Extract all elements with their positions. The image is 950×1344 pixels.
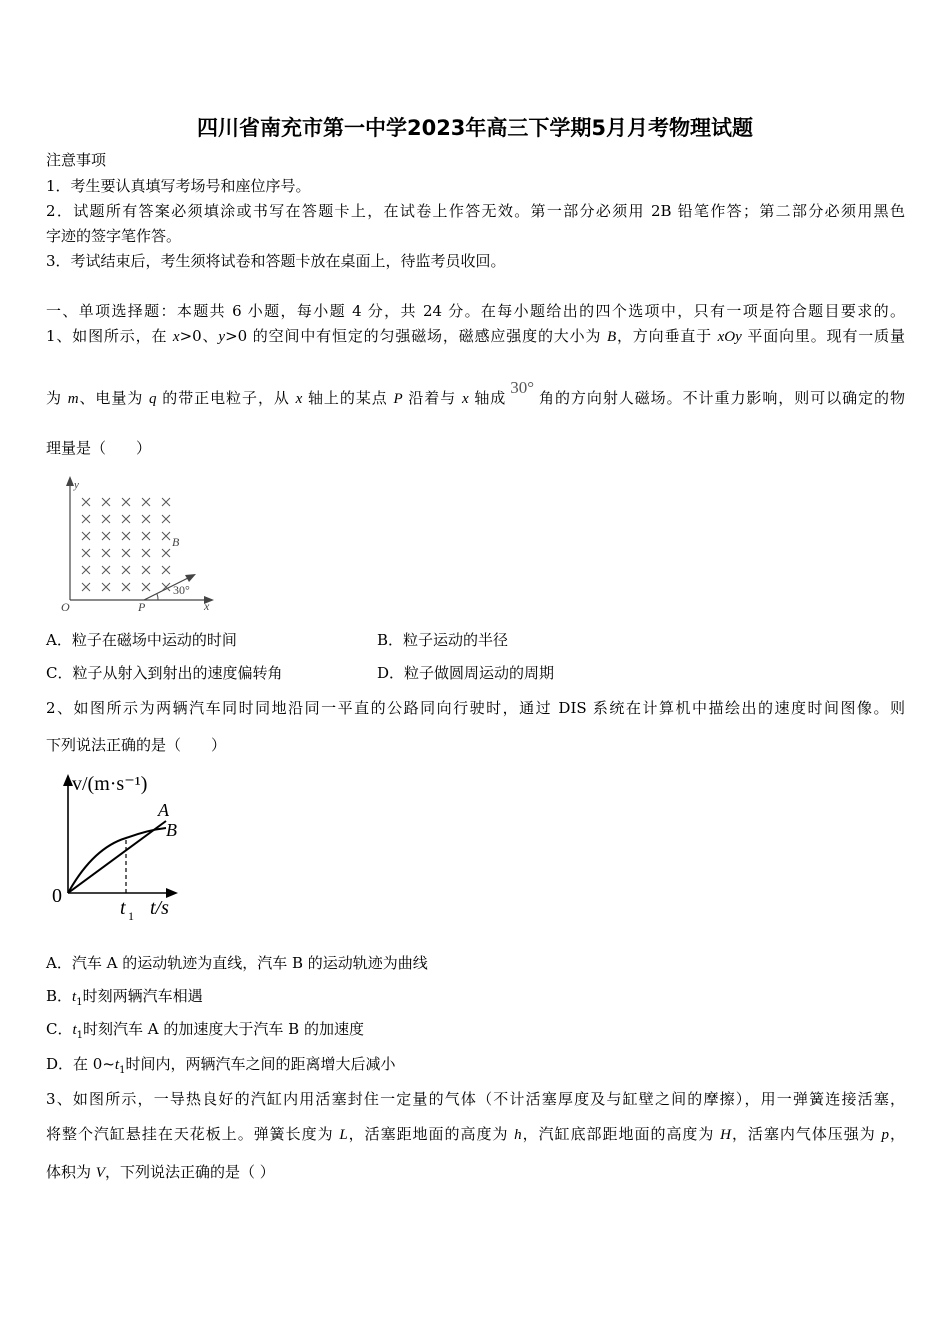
t1-label: t [120,897,126,919]
q1-option-a: A．粒子在磁场中运动的时间 [46,631,237,649]
field-cross-mark [142,549,150,557]
field-cross-mark [162,532,170,540]
field-cross-mark [102,549,110,557]
x-axis-label: x [204,599,210,613]
field-cross-mark [122,549,130,557]
field-cross-mark [82,566,90,574]
field-cross-mark [102,498,110,506]
field-cross-mark [142,498,150,506]
point-p-label: P [138,600,146,614]
angle-label: 30° [173,583,190,597]
q3-stem-line: 将整个汽缸悬挂在天花板上。弹簧长度为 L，活塞距地面的高度为 h，汽缸底部距地面的高度为 H，活塞内气体压强为 p， [46,1125,905,1143]
field-cross-mark [102,515,110,523]
q1-stem-line: 1、如图所示，在 x>0、y>0 的空间中有恒定的匀强磁场，磁感应强度的大小为 B，方向垂直于 xOy 平面向里。现有一质量 [46,327,905,345]
field-cross-mark [122,498,130,506]
y-axis-label: v/(m·s⁻¹) [72,773,148,795]
page-title: 四川省南充市第一中学2023年高三下学期5月月考物理试题 [196,116,754,140]
angle-formula: 30° [510,378,535,397]
field-cross-mark [162,498,170,506]
x-axis-label: t/s [150,897,169,919]
field-b-label: B [172,535,180,549]
q2-stem-line: 下列说法正确的是（ ） [46,736,227,754]
notice-item: 3．考试结束后，考生须将试卷和答题卡放在桌面上，待监考员收回。 [46,252,506,270]
field-cross-mark [82,498,90,506]
line-a [68,821,166,893]
field-cross-mark [162,566,170,574]
q2-option-d: D．在 $0\sim t_1$时间内，两辆汽车之间的距离增大后减小 [46,1055,396,1076]
origin-label: 0 [52,885,62,907]
field-cross-mark [142,515,150,523]
q1-magnetic-field-figure [58,474,218,614]
notice-item: 2．试题所有答案必须填涂或书写在答题卡上，在试卷上作答无效。第一部分必须用 2B 铅笔作答；第二部分必须用黑色 [46,202,905,220]
q1-stem-line: 为 m、电量为 q 的带正电粒子，从 x 轴上的某点 P 沿着与 x 轴成30°角的方向射人磁场。不计重力影响，则可以确定的物 [46,378,905,407]
field-cross-mark [82,515,90,523]
field-cross-mark [142,532,150,540]
field-cross-mark [82,532,90,540]
q1-option-c: C．粒子从射入到射出的速度偏转角 [46,664,283,682]
field-cross-mark [122,515,130,523]
field-cross-mark [142,583,150,591]
q2-option-b: B．$t_1$时刻两辆汽车相遇 [46,987,203,1008]
t1-subscript: 1 [128,909,134,923]
field-cross-mark [162,549,170,557]
notice-item: 1．考生要认真填写考场号和座位序号。 [46,177,311,195]
notice-heading: 注意事项 [46,151,107,169]
field-cross-mark [122,532,130,540]
q2-option-c: C．$t_1$时刻汽车 A 的加速度大于汽车 B 的加速度 [46,1020,364,1041]
field-cross-mark [142,566,150,574]
q1-option-d: D．粒子做圆周运动的周期 [377,664,555,682]
field-cross-mark [82,583,90,591]
field-cross-mark [122,583,130,591]
section-heading: 一、单项选择题：本题共 6 小题，每小题 4 分，共 24 分。在每小题给出的四个选项中，只有一项是符合题目要求的。 [46,302,905,320]
field-cross-mark [122,566,130,574]
q2-option-a: A．汽车 A 的运动轨迹为直线，汽车 B 的运动轨迹为曲线 [46,954,428,972]
q3-stem-line: 体积为 V，下列说法正确的是（ ） [46,1163,275,1181]
q1-option-b: B．粒子运动的半径 [377,631,509,649]
notice-item: 字迹的签字笔作答。 [46,227,182,245]
q2-stem-line: 2、如图所示为两辆汽车同时同地沿同一平直的公路同向行驶时，通过 DIS 系统在计算机中描绘出的速度时间图像。则 [46,699,905,717]
label-a: A [158,800,169,820]
q3-stem-line: 3、如图所示，一导热良好的汽缸内用活塞封住一定量的气体（不计活塞厚度及与缸壁之间的摩擦），用一弹簧连接活塞， [46,1090,905,1108]
field-cross-mark [82,549,90,557]
label-b: B [166,820,177,840]
field-cross-mark [162,515,170,523]
field-cross-mark [102,566,110,574]
field-cross-mark [102,532,110,540]
q1-stem-line: 理量是（ ） [46,439,152,457]
origin-label: O [61,600,70,614]
y-axis-label: y [74,479,79,491]
q2-velocity-time-graph [48,768,198,928]
field-cross-mark [102,583,110,591]
